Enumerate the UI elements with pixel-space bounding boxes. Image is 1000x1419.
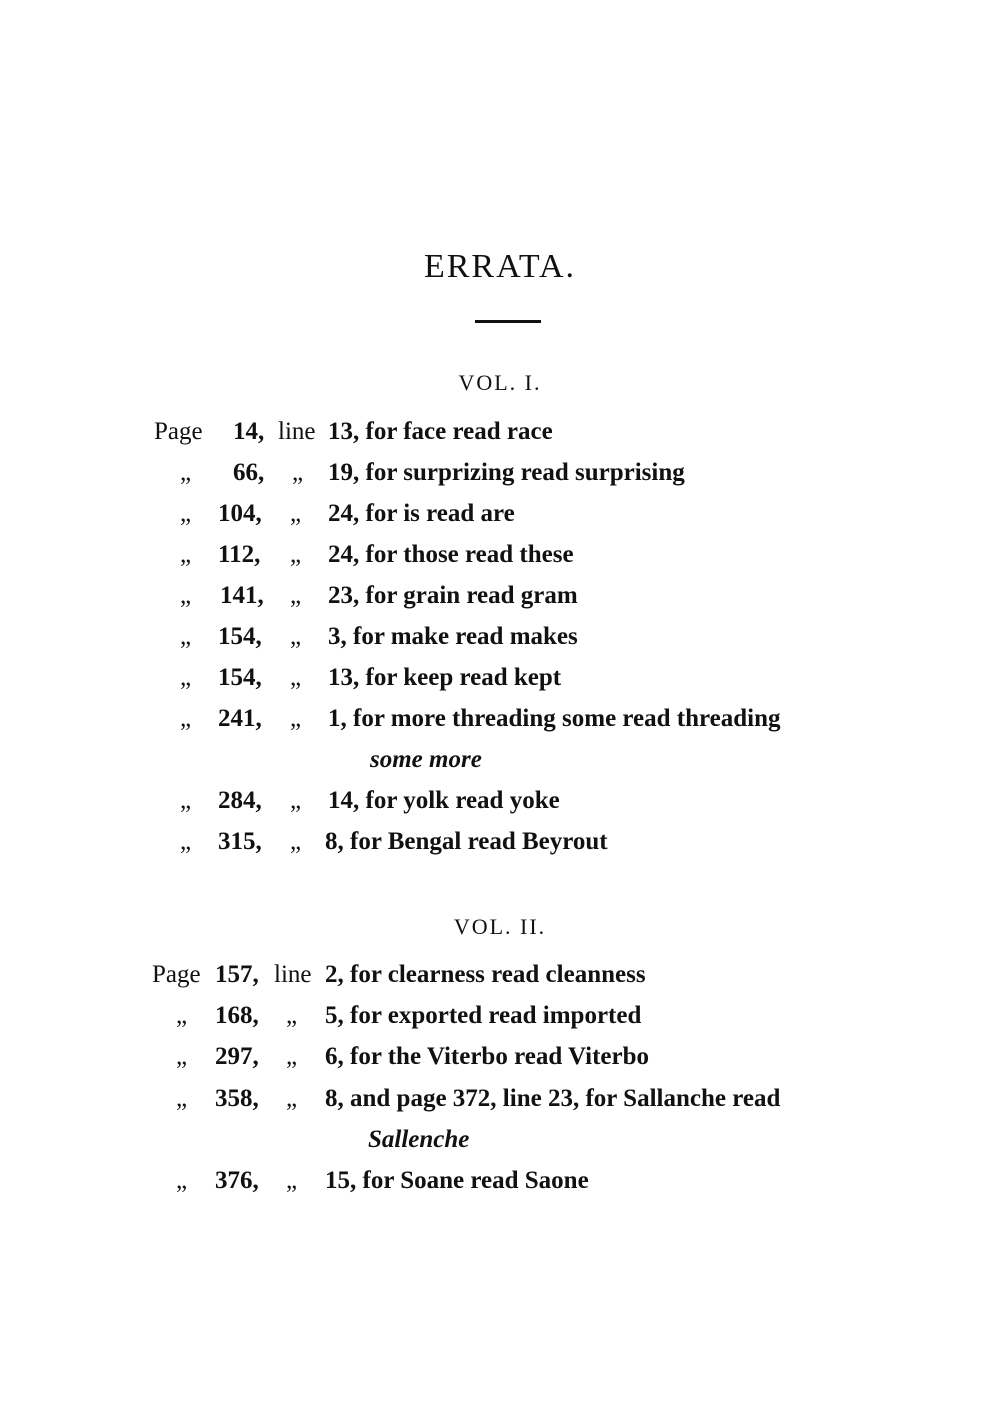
row-page-label: „ xyxy=(180,828,192,855)
row-correction: 3, for make read makes xyxy=(328,623,578,650)
row-correction: 1, for more threading some read threading xyxy=(328,705,781,732)
row-page-number: 168, xyxy=(215,1002,259,1029)
errata-row xyxy=(0,620,1000,654)
row-page-label: „ xyxy=(180,623,192,650)
row-correction: 24, for those read these xyxy=(328,541,574,568)
row-page-label: „ xyxy=(176,1043,188,1070)
row-correction: 5, for exported read imported xyxy=(325,1002,642,1029)
row-correction: 14, for yolk read yoke xyxy=(328,787,560,814)
row-line-label: „ xyxy=(290,500,302,527)
row-page-number: 358, xyxy=(215,1085,259,1112)
row-line-label: „ xyxy=(286,1167,298,1194)
row-page-number: 154, xyxy=(218,623,262,650)
row-page-number: 284, xyxy=(218,787,262,814)
errata-row xyxy=(0,702,1000,736)
row-line-label: „ xyxy=(290,541,302,568)
errata-row xyxy=(0,1164,1000,1198)
errata-row xyxy=(0,958,1000,992)
row-line-label: „ xyxy=(290,787,302,814)
row-line-label: line xyxy=(278,418,316,445)
row-page-number: 104, xyxy=(218,500,262,527)
row-page-label: „ xyxy=(180,787,192,814)
row-page-number: 315, xyxy=(218,828,262,855)
row-page-number: 154, xyxy=(218,664,262,691)
row-continuation: some more xyxy=(370,746,482,773)
row-page-number: 157, xyxy=(215,961,259,988)
row-page-number: 14, xyxy=(233,418,265,445)
errata-row xyxy=(0,784,1000,818)
title-rule xyxy=(475,320,541,323)
row-line-label: „ xyxy=(286,1085,298,1112)
errata-row xyxy=(0,456,1000,490)
row-line-label: „ xyxy=(290,705,302,732)
row-page-label: „ xyxy=(180,705,192,732)
row-continuation: Sallenche xyxy=(368,1126,470,1153)
row-line-label: „ xyxy=(290,623,302,650)
row-page-label: Page xyxy=(154,418,203,445)
errata-row xyxy=(0,415,1000,449)
row-page-label: „ xyxy=(180,541,192,568)
errata-row xyxy=(0,538,1000,572)
errata-row xyxy=(0,579,1000,613)
row-page-label: „ xyxy=(176,1002,188,1029)
row-page-number: 66, xyxy=(233,459,265,486)
row-page-number: 297, xyxy=(215,1043,259,1070)
row-correction: 2, for clearness read cleanness xyxy=(325,961,646,988)
row-page-number: 112, xyxy=(218,541,261,568)
row-correction: 23, for grain read gram xyxy=(328,582,578,609)
row-page-label: Page xyxy=(152,961,201,988)
row-line-label: „ xyxy=(290,664,302,691)
row-correction: 8, for Bengal read Beyrout xyxy=(325,828,608,855)
row-page-label: „ xyxy=(180,582,192,609)
page-title: ERRATA. xyxy=(423,248,576,285)
row-page-label: „ xyxy=(180,664,192,691)
row-correction: 13, for keep read kept xyxy=(328,664,562,691)
vol2-heading: VOL. II. xyxy=(453,914,547,939)
row-page-number: 376, xyxy=(215,1167,259,1194)
row-line-label: „ xyxy=(286,1043,298,1070)
errata-row xyxy=(0,999,1000,1033)
vol1-heading: VOL. I. xyxy=(458,370,542,395)
errata-row xyxy=(0,1082,1000,1116)
errata-row xyxy=(0,661,1000,695)
errata-row xyxy=(0,825,1000,859)
row-page-number: 141, xyxy=(220,582,264,609)
row-line-label: „ xyxy=(290,582,302,609)
row-page-label: „ xyxy=(176,1085,188,1112)
row-correction: 13, for face read race xyxy=(328,418,553,445)
row-line-label: „ xyxy=(290,828,302,855)
row-page-label: „ xyxy=(176,1167,188,1194)
errata-row xyxy=(0,497,1000,531)
row-line-label: „ xyxy=(286,1002,298,1029)
row-correction: 24, for is read are xyxy=(328,500,515,527)
row-correction: 19, for surprizing read surprising xyxy=(328,459,685,486)
row-page-label: „ xyxy=(180,459,192,486)
row-line-label: „ xyxy=(292,459,304,486)
row-correction: 15, for Soane read Saone xyxy=(325,1167,589,1194)
row-correction: 6, for the Viterbo read Viterbo xyxy=(325,1043,650,1070)
row-line-label: line xyxy=(274,961,312,988)
errata-row xyxy=(0,1040,1000,1074)
row-correction: 8, and page 372, line 23, for Sallanche read xyxy=(325,1085,781,1112)
row-page-number: 241, xyxy=(218,705,262,732)
row-page-label: „ xyxy=(180,500,192,527)
